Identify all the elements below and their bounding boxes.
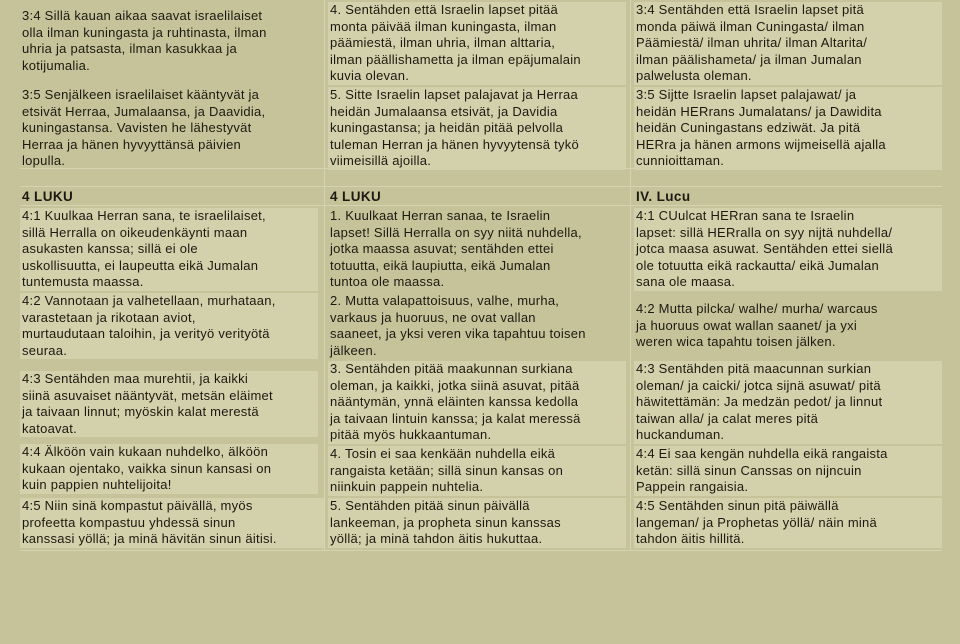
verse-2: 2. Mutta valapattoisuus, valhe, murha, varkaus ja huoruus, ne ovat vallan saaneet, ja yksi veren vika tapahtuu toisen jälkeen. (330, 293, 586, 358)
row-divider (20, 186, 942, 187)
verse-4-4: 4:4 Ei saa kengän nuhdella eikä rangaista ketän: sillä sinun Canssas on nijncuin Pappein rangaisia. (634, 446, 942, 496)
verse-4-3: 4:3 Sentähden pitä maacunnan surkian oleman/ ja caicki/ jotca sijnä asuwat/ pitä häwitettämän: Ja medzän pedot/ ja linnut taiwan alla/ ja calat meres pitä huckanduman. (634, 361, 942, 444)
column-divider (324, 0, 325, 550)
verse-4-4: 4:4 Älköön vain kukaan nuhdelko, älköön kukaan ojentako, vaikka sinun kansasi on kuin pappien nuhtelijoita! (20, 444, 318, 494)
chapter-header: IV. Lucu (636, 189, 691, 204)
verse-4-1: 4:1 CUulcat HERran sana te Israelin lapset: sillä HERralla on syy nijtä nuhdella/ jotca maasa asuwat. Sentähden ettei siellä ole totuutta eikä rackautta/ eikä Jumalan sana ole maasa. (634, 208, 942, 291)
verse-4-1: 4:1 Kuulkaa Herran sana, te israelilaiset, sillä Herralla on oikeudenkäynti maan asukasten kanssa; sillä ei ole uskollisuutta, ei laupeutta eikä Jumalan tuntemusta maassa. (20, 208, 318, 291)
verse-3-5: 3:5 Senjälkeen israelilaiset kääntyvät ja etsivät Herraa, Jumalaansa, ja Daavidia, kuningastansa. Vavisten he lähestyvät Herraa ja hänen hyvyyttänsä päivien lopulla. (22, 87, 266, 168)
verse-3-4: 3:4 Sentähden että Israelin lapset pitä monda päiwä ilman Cuningasta/ ilman Päämiestä/ ilman uhrita/ ilman Altarita/ ilman päälishameta/ ja ilman Jumalan palwelusta oleman. (634, 2, 942, 85)
verse-3: 3. Sentähden pitää maakunnan surkiana oleman, ja kaikki, jotka siinä asuvat, pitää nääntymän, ynnä eläinten kanssa kedolla ja taivaan lintuin kanssa; ja kalat meressä pitää myös hukkaantuman. (328, 361, 626, 444)
verse-4-5: 4:5 Sentähden sinun pitä päiwällä langeman/ ja Prophetas yöllä/ näin minä tahdon äitis hillitä. (634, 498, 942, 548)
verse-5: 5. Sentähden pitää sinun päivällä lankeeman, ja propheta sinun kanssas yöllä; ja minä tahdon äitis hukuttaa. (328, 498, 626, 548)
verse-5: 5. Sitte Israelin lapset palajavat ja Herraa heidän Jumalaansa etsivät, ja Davidia kuningastansa; ja heidän pitää pelvolla tuleman Herran ja hänen hyvyytensä tykö viimeisillä ajoilla. (328, 87, 626, 170)
verse-1: 1. Kuulkaat Herran sanaa, te Israelin lapset! Sillä Herralla on syy niitä nuhdella, jotka maassa asuvat; sentähden ettei totuutta, eikä laupiutta, eikä Jumalan tuntoa ole maassa. (330, 208, 582, 289)
verse-4: 4. Sentähden että Israelin lapset pitää monta päivää ilman kuningasta, ilman päämiestä, ilman uhria, ilman alttaria, ilman päällishametta ja ilman epäjumalain kuvia olevan. (328, 2, 626, 85)
verse-4: 4. Tosin ei saa kenkään nuhdella eikä rangaista ketään; sillä sinun kansas on niinkuin pappein nuhtelia. (328, 446, 626, 496)
row-divider (20, 550, 942, 551)
column-divider (630, 0, 631, 550)
verse-4-5: 4:5 Niin sinä kompastut päivällä, myös profeetta kompastuu yhdessä sinun kanssasi yöllä; ja minä hävitän sinun äitisi. (20, 498, 324, 548)
verse-4-2: 4:2 Mutta pilcka/ walhe/ murha/ warcaus ja huoruus owat wallan saanet/ ja yxi weren wica tapahtu toisen jälken. (636, 301, 878, 349)
verse-3-4: 3:4 Sillä kauan aikaa saavat israelilaiset olla ilman kuningasta ja ruhtinasta, ilman uhria ja patsasta, ilman kasukkaa ja kotijumalia. (22, 8, 267, 73)
chapter-header: 4 LUKU (22, 189, 74, 204)
chapter-header: 4 LUKU (330, 189, 382, 204)
verse-4-3: 4:3 Sentähden maa murehtii, ja kaikki siinä asuvaiset nääntyvät, metsän eläimet ja taivaan linnut; myöskin kalat merestä katoavat. (20, 371, 318, 437)
verse-3-5: 3:5 Sijtte Israelin lapset palajawat/ ja heidän HERrans Jumalatans/ ja Dawidita heidän Cuningastans edziwät. Ja pitä HERra ja hänen armons wijmeisellä ajalla cunnioittaman. (634, 87, 942, 170)
verse-4-2: 4:2 Vannotaan ja valhetellaan, murhataan, varastetaan ja rikotaan aviot, murtaudutaan taloihin, ja verityö verityötä seuraa. (20, 293, 318, 359)
